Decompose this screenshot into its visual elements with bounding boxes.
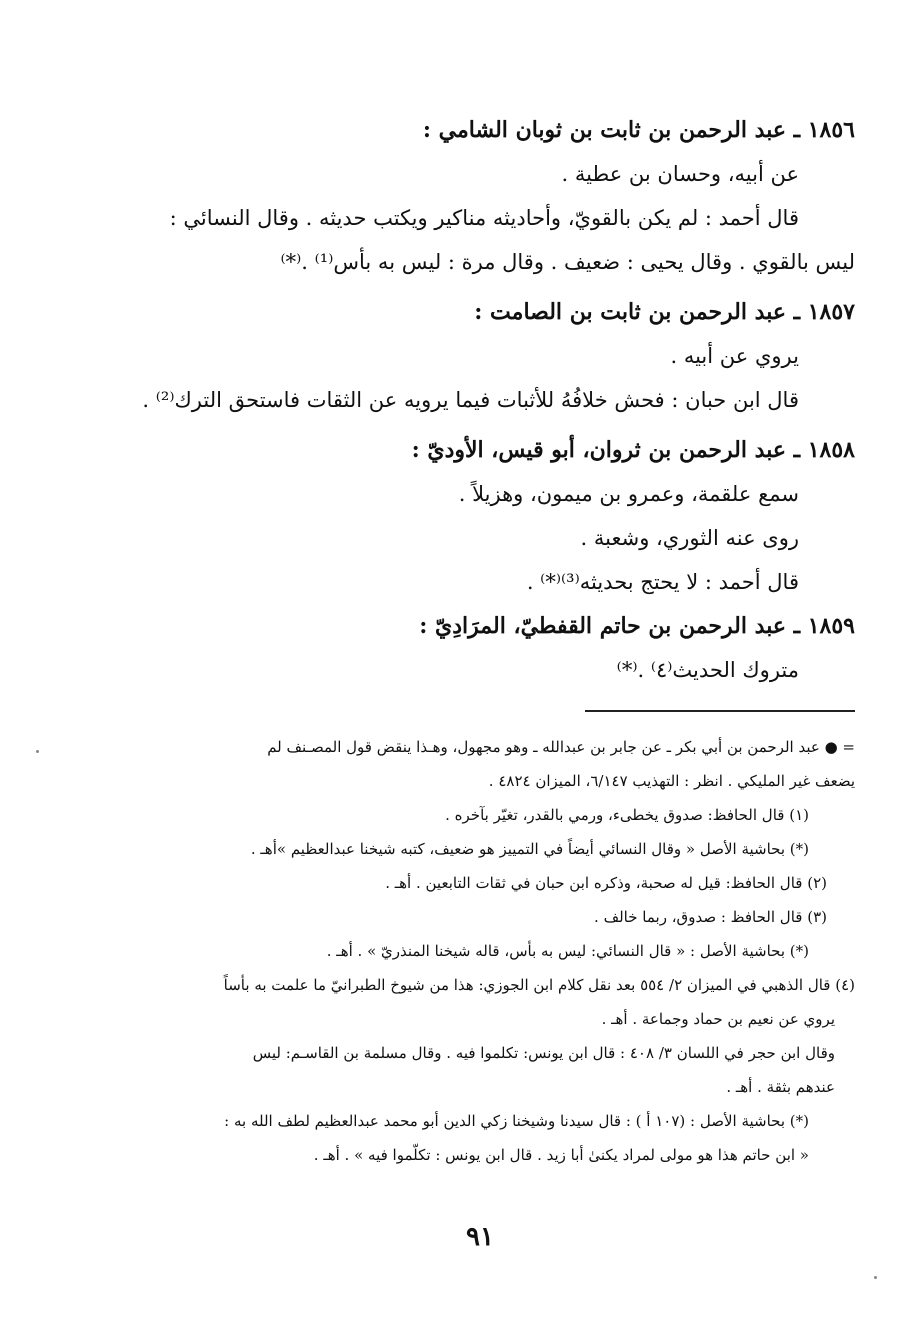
footnote-4-line-2: يروي عن نعيم بن حماد وجماعة . أهـ . <box>601 1010 835 1028</box>
footnotes <box>125 730 855 1172</box>
footnote-continuation-line-2: يضعف غير المليكي . انظر : التهذيب ٦/١٤٧، الميزان ٤٨٢٤ . <box>488 772 855 790</box>
footnote-3: (٣) قال الحافظ : صدوق، ربما خالف . <box>594 908 827 926</box>
entry-1858-line-1: سمع علقمة، وعمرو بن ميمون، وهزيلاً . <box>458 482 799 506</box>
footnote-separator <box>585 710 855 712</box>
entry-1856-line-2: قال أحمد : لم يكن بالقويّ، وأحاديثه مناكير ويكتب حديثه . وقال النسائي : <box>169 206 799 230</box>
entry-1856-line-3: ليس بالقوي . وقال يحيى : ضعيف . وقال مرة : ليس به بأس⁽¹⁾ .⁽*⁾ <box>280 250 855 274</box>
entry-heading-1856: ١٨٥٦ ـ عبد الرحمن بن ثابت بن ثوبان الشامي : <box>422 117 855 143</box>
entry-1858-line-2: روى عنه الثوري، وشعبة . <box>580 526 799 550</box>
footnote-3-margin-note: (*) بحاشية الأصل : « قال النسائي: ليس به بأس، قاله شيخنا المنذريّ » . أهـ . <box>326 942 809 960</box>
footnote-4-line-3: وقال ابن حجر في اللسان ٣/ ٤٠٨ : قال ابن يونس: تكلموا فيه . وقال مسلمة بن القاسـم: ليس <box>252 1044 835 1062</box>
footnote-4-margin-note-line-1: (*) بحاشية الأصل : (١٠٧ أ ) : قال سيدنا وشيخنا زكي الدين أبو محمد عبدالعظيم لطف الله به : <box>224 1112 809 1130</box>
entry-heading-1857: ١٨٥٧ ـ عبد الرحمن بن ثابت بن الصامت : <box>474 299 855 325</box>
entry-1858-line-3: قال أحمد : لا يحتج بحديثه⁽³⁾⁽*⁾ . <box>526 570 799 594</box>
footnote-1-margin-note: (*) بحاشية الأصل « وقال النسائي أيضاً في التمييز هو ضعيف، كتبه شيخنا عبدالعظيم »أهـ . <box>250 840 809 858</box>
main-text <box>120 108 855 692</box>
footnote-2: (٢) قال الحافظ: قيل له صحبة، وذكره ابن حبان في ثقات التابعين . أهـ . <box>385 874 827 892</box>
entry-1857-line-2: قال ابن حبان : فحش خلافُهُ للأثبات فيما يرويه عن الثقات فاستحق الترك⁽²⁾ . <box>142 388 799 412</box>
entry-1859-line-1: متروك الحديث⁽٤⁾ .⁽*⁾ <box>616 658 799 682</box>
entry-1856-line-1: عن أبيه، وحسان بن عطية . <box>561 162 799 186</box>
footnote-4-line-1: (٤) قال الذهبي في الميزان ٢/ ٥٥٤ بعد نقل كلام ابن الجوزي: هذا من شيوخ الطبرانيّ ما علمت به بأساً <box>223 976 855 994</box>
entry-heading-1859: ١٨٥٩ ـ عبد الرحمن بن حاتم القفطيّ، المرَادِيّ : <box>419 613 855 639</box>
entry-heading-1858: ١٨٥٨ ـ عبد الرحمن بن ثروان، أبو قيس، الأوديّ : <box>411 437 855 463</box>
footnote-1: (١) قال الحافظ: صدوق يخطىء، ورمي بالقدر، تغيّر بآخره . <box>445 806 809 824</box>
footnote-4-line-4: عندهم بثقة . أهـ . <box>726 1078 835 1096</box>
scan-speck <box>36 750 39 753</box>
page-number: ٩١ <box>466 1222 494 1252</box>
entry-1857-line-1: يروي عن أبيه . <box>670 344 799 368</box>
footnote-continuation-line-1: = ● عبد الرحمن بن أبي بكر ـ عن جابر بن عبدالله ـ وهو مجهول، وهـذا ينقض قول المصـنف لم <box>267 738 855 756</box>
footnote-4-margin-note-line-2: « ابن حاتم هذا هو مولى لمراد يكنىٰ أبا زيد . قال ابن يونس : تكلّموا فيه » . أهـ . <box>313 1146 809 1164</box>
scan-speck <box>874 1276 877 1279</box>
